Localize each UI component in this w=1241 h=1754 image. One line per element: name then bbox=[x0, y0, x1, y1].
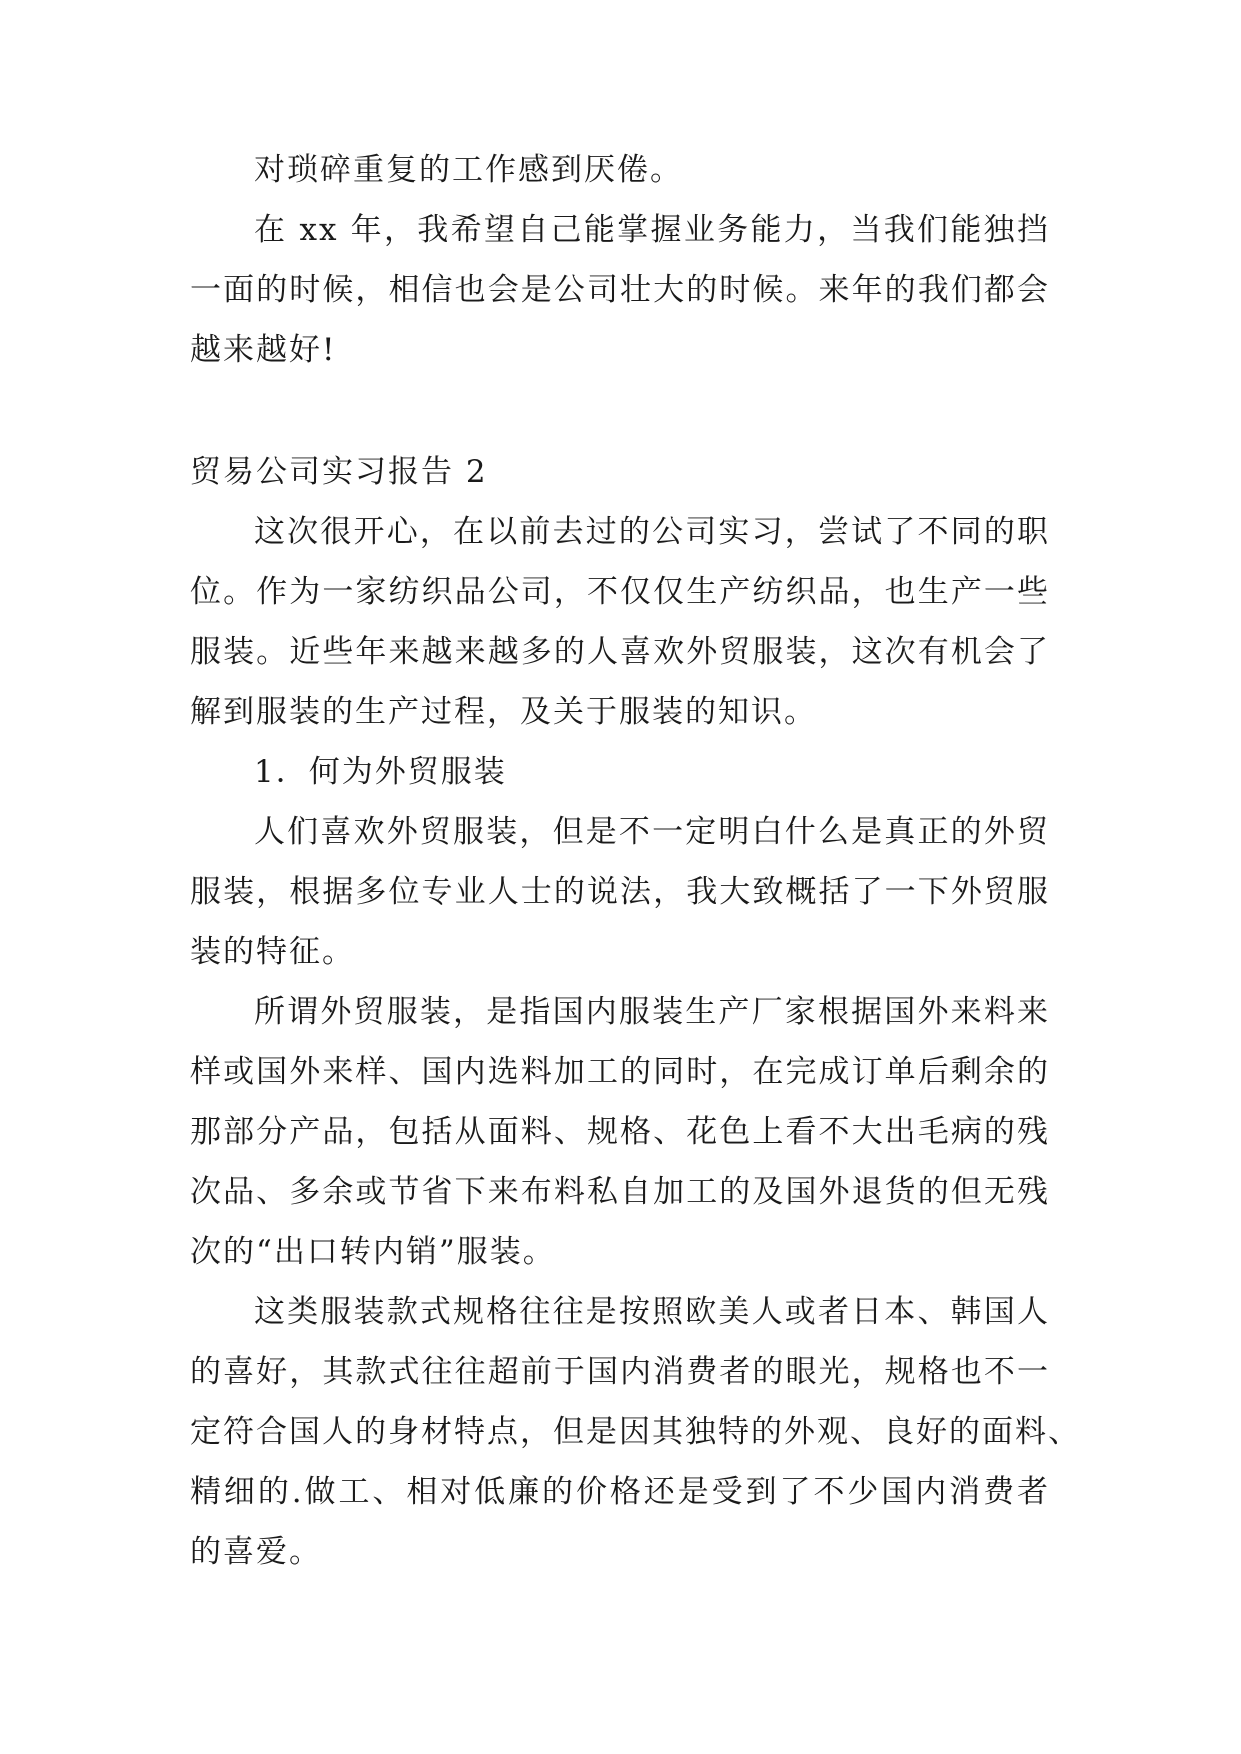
text-line: 这类服装款式规格往往是按照欧美人或者日本、韩国人 bbox=[254, 1294, 1050, 1330]
text-line: 对琐碎重复的工作感到厌倦。 bbox=[254, 152, 683, 188]
text-line: 解到服装的生产过程，及关于服装的知识。 bbox=[190, 694, 817, 730]
text-line: 所谓外贸服装，是指国内服装生产厂家根据国外来料来 bbox=[254, 994, 1050, 1030]
section-heading: 贸易公司实习报告 2 bbox=[190, 454, 488, 490]
text-line: 越来越好! bbox=[190, 332, 337, 368]
text-line: 服装。近些年来越来越多的人喜欢外贸服装，这次有机会了 bbox=[190, 634, 1050, 670]
text-line: 样或国外来样、国内选料加工的同时，在完成订单后剩余的 bbox=[190, 1054, 1050, 1090]
text-line: 次的“出口转内销”服装。 bbox=[190, 1234, 556, 1270]
text-line: 次品、多余或节省下来布料私自加工的及国外退货的但无残 bbox=[190, 1174, 1050, 1210]
text-line: 人们喜欢外贸服装，但是不一定明白什么是真正的外贸 bbox=[254, 814, 1050, 850]
text-line: 装的特征。 bbox=[190, 934, 355, 970]
text-line: 的喜爱。 bbox=[190, 1534, 322, 1570]
text-line: 那部分产品，包括从面料、规格、花色上看不大出毛病的残 bbox=[190, 1114, 1050, 1150]
text-line: 服装，根据多位专业人士的说法，我大致概括了一下外贸服 bbox=[190, 874, 1050, 910]
text-line: 在 xx 年，我希望自己能掌握业务能力，当我们能独挡 bbox=[254, 212, 1050, 248]
text-line: 定符合国人的身材特点，但是因其独特的外观、良好的面料、 bbox=[190, 1414, 1081, 1450]
text-line: 这次很开心，在以前去过的公司实习，尝试了不同的职 bbox=[254, 514, 1050, 550]
text-line: 的喜好，其款式往往超前于国内消费者的眼光，规格也不一 bbox=[190, 1354, 1050, 1390]
text-line: 精细的.做工、相对低廉的价格还是受到了不少国内消费者 bbox=[190, 1474, 1050, 1510]
subheading: 1．何为外贸服装 bbox=[254, 754, 507, 790]
text-line: 位。作为一家纺织品公司，不仅仅生产纺织品，也生产一些 bbox=[190, 574, 1050, 610]
text-line: 一面的时候，相信也会是公司壮大的时候。来年的我们都会 bbox=[190, 272, 1050, 308]
